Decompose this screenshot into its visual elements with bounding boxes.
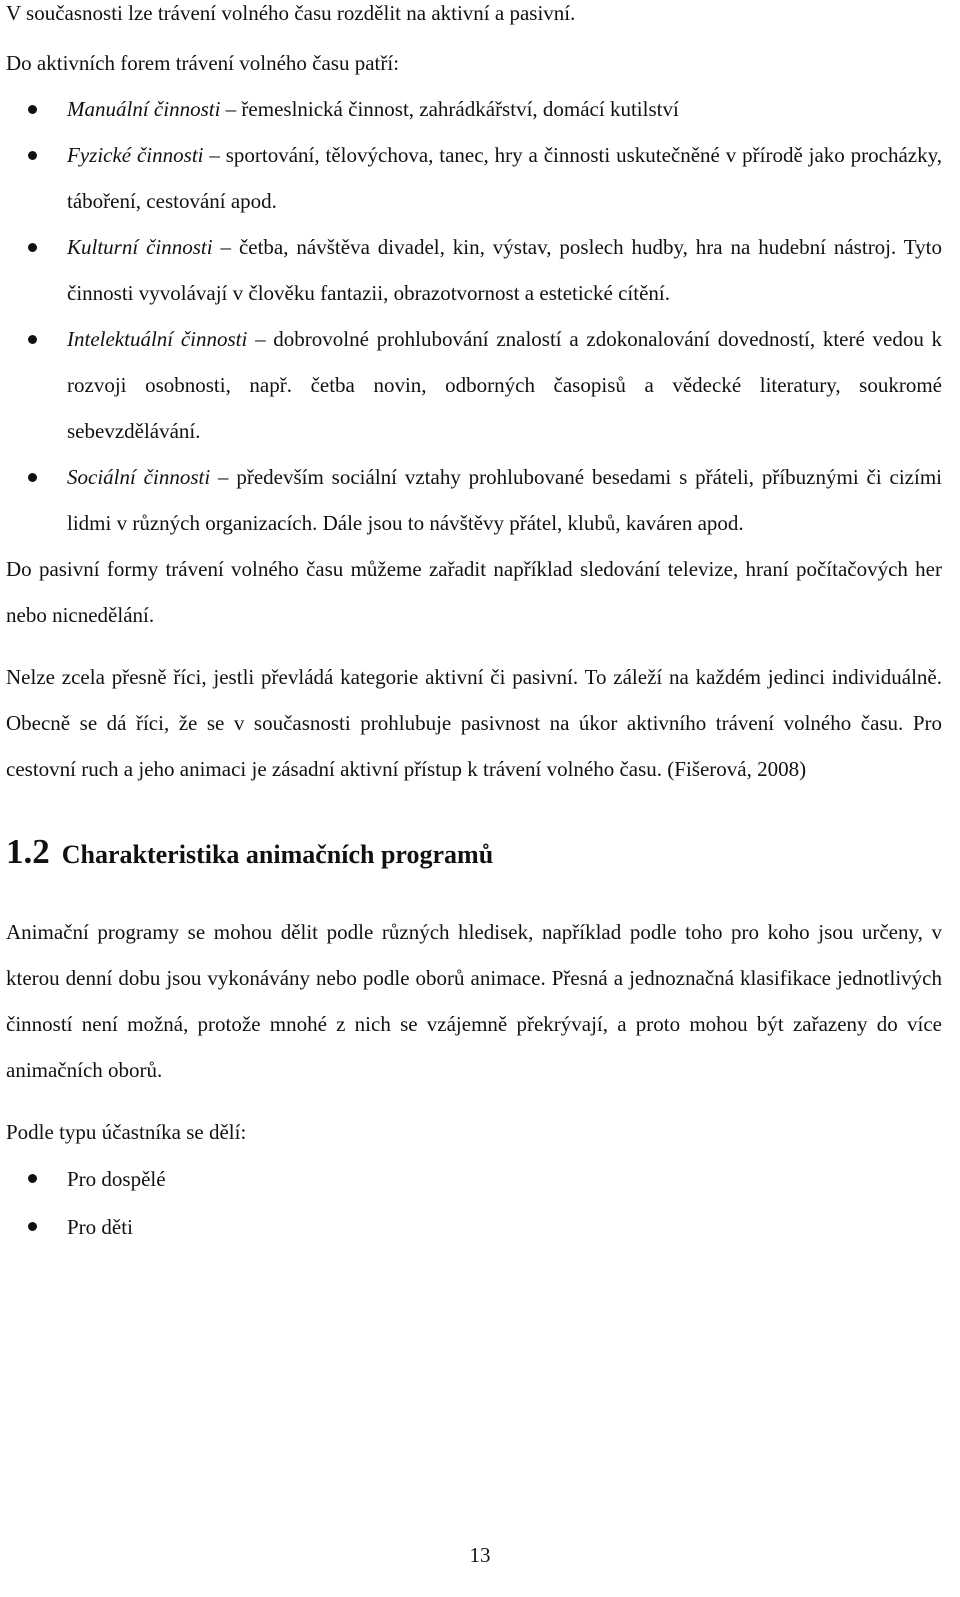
balance-paragraph: Nelze zcela přesně říci, jestli převládá kategorie aktivní či pasivní. To záleží na každém jedinci individuálně. Obecně se dá říci, že se v současnosti prohlubuje pasivnost na úkor aktivního trávení volného času. Pro cestovní ruch a jeho animaci je zásadní aktivní přístup k trávení volného času. (Fišerová, 2008): [6, 665, 942, 781]
activity-description: řemeslnická činnost, zahrádkářství, domácí kutilství: [241, 97, 679, 121]
activity-term: Kulturní činnosti: [67, 235, 213, 259]
activity-description: především sociální vztahy prohlubované besedami s přáteli, příbuznými či cizími lidmi v různých organizacích. Dále jsou to návštěvy přátel, klubů, kaváren apod.: [67, 465, 942, 535]
active-forms-intro: Do aktivních forem trávení volného času patří:: [6, 51, 400, 75]
list-item: [6, 86, 942, 132]
participant-types-list: [6, 1155, 942, 1251]
term-dash: –: [209, 143, 226, 167]
page-number: 13: [469, 1543, 491, 1567]
list-item: [6, 224, 942, 316]
activity-description: četba, návštěva divadel, kin, výstav, poslech hudby, hra na hudební nástroj. Tyto činnosti vyvolávají v člověku fantazii, obrazotvornost a estetické cítění.: [67, 235, 943, 305]
section-number: 1.2: [6, 832, 50, 871]
bullet-icon: [28, 151, 37, 160]
bullet-icon: [28, 1222, 37, 1231]
list-item: [6, 316, 942, 454]
list-item: [6, 1203, 942, 1251]
term-dash: –: [220, 235, 239, 259]
section-heading: [6, 828, 942, 879]
active-forms-list: [6, 86, 942, 546]
section-title: Charakteristika animačních programů: [61, 840, 494, 869]
list-item: [6, 454, 942, 546]
bullet-icon: [28, 243, 37, 252]
activity-term: Intelektuální činnosti: [67, 327, 248, 351]
activity-term: Fyzické činnosti: [67, 143, 204, 167]
term-dash: –: [225, 97, 242, 121]
participant-intro: Podle typu účastníka se dělí:: [6, 1120, 247, 1144]
participant-type: Pro dospělé: [67, 1167, 166, 1191]
term-dash: –: [255, 327, 274, 351]
passive-forms-paragraph: Do pasivní formy trávení volného času můžeme zařadit například sledování televize, hraní počítačových her nebo nicnedělání.: [6, 557, 942, 627]
activity-term: Sociální činnosti: [67, 465, 211, 489]
bullet-icon: [28, 335, 37, 344]
bullet-icon: [28, 473, 37, 482]
term-dash: –: [218, 465, 237, 489]
bullet-icon: [28, 105, 37, 114]
programs-paragraph: Animační programy se mohou dělit podle různých hledisek, například podle toho pro koho jsou určeny, v kterou denní dobu jsou vykonávány nebo podle oborů animace. Přesná a jednoznačná klasifikace jednotlivých činností není možná, protože mnohé z nich se vzájemně překrývají, a proto mohou být zařazeny do více animačních oborů.: [6, 920, 942, 1082]
list-item: [6, 1155, 942, 1203]
participant-type: Pro děti: [67, 1215, 133, 1239]
bullet-icon: [28, 1174, 37, 1183]
activity-term: Manuální činnosti: [67, 97, 221, 121]
activity-description: dobrovolné prohlubování znalostí a zdokonalování dovedností, které vedou k rozvoji osobnosti, např. četba novin, odborných časopisů a vědecké literatury, soukromé sebevzdělávání.: [67, 327, 943, 443]
list-item: [6, 132, 942, 224]
activity-description: sportování, tělovýchova, tanec, hry a činnosti uskutečněné v přírodě jako procházky, táboření, cestování apod.: [67, 143, 942, 213]
intro-sentence: V současnosti lze trávení volného času rozdělit na aktivní a pasivní.: [6, 1, 576, 25]
